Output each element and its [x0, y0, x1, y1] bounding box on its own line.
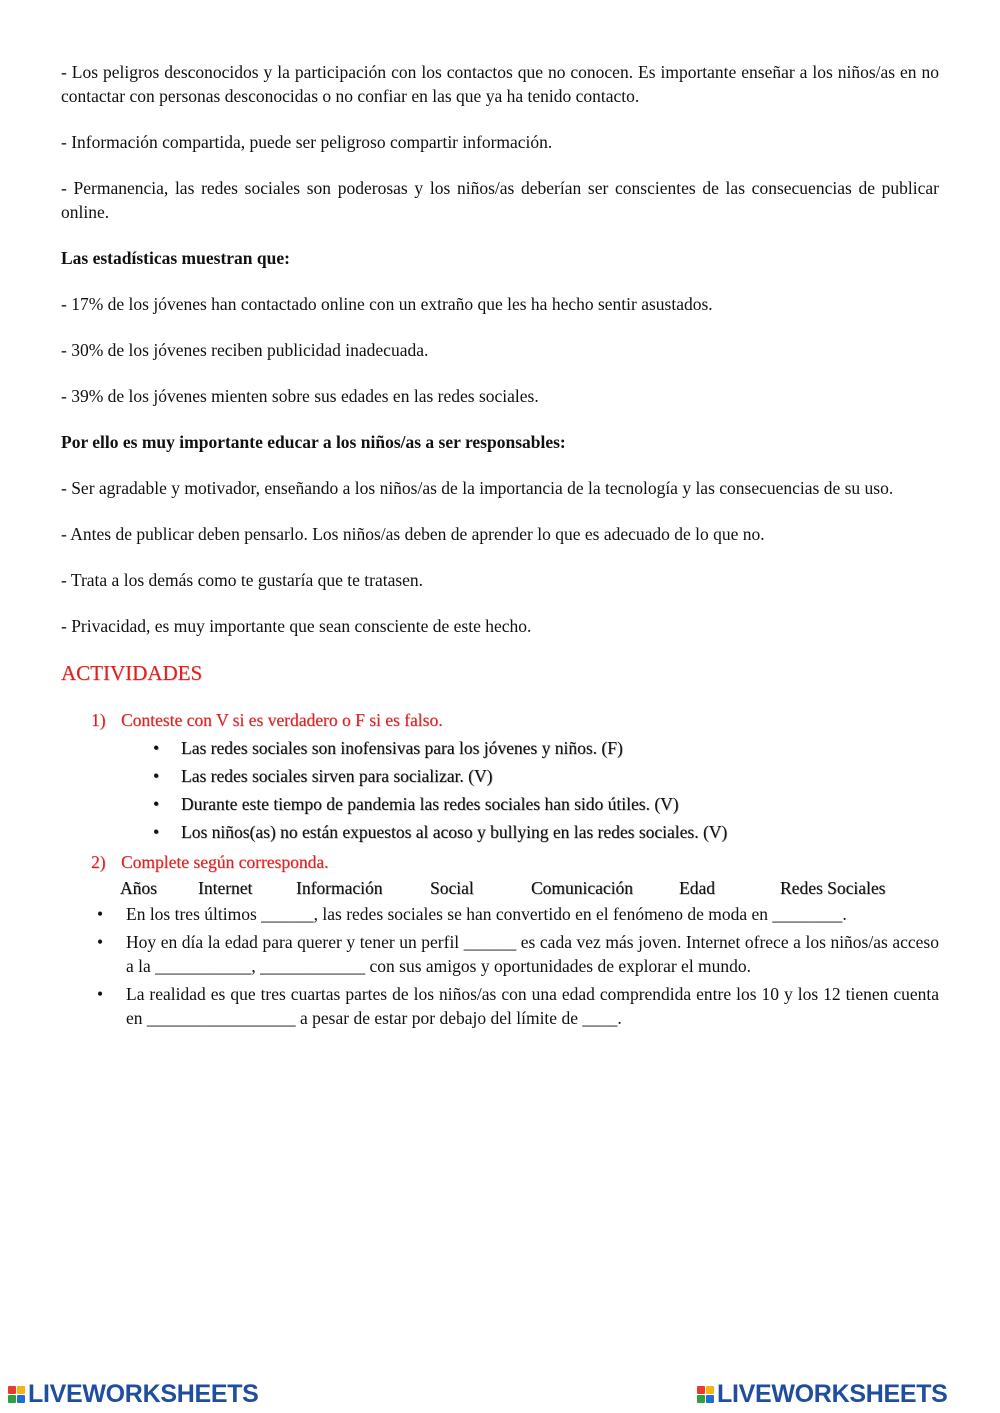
true-false-item[interactable] [153, 736, 939, 764]
question-1-prompt [91, 708, 939, 732]
bullet-icon: • [97, 904, 104, 924]
true-false-statement: Las redes sociales son inofensivas para los jóvenes y niños. (F) [181, 738, 623, 758]
intro-paragraph-1: - Los peligros desconocidos y la participación con los contactos que no conocen. Es importante enseñar a los niños/as en no contactar con personas desconocidas o no confiar en las que ya ha tenido contacto. [61, 62, 939, 106]
intro-paragraph-3: - Permanencia, las redes sociales son poderosas y los niños/as deberían ser conscientes de las consecuencias de publicar online. [61, 178, 939, 222]
logo-square [8, 1395, 16, 1403]
intro-paragraph-2: - Información compartida, puede ser peligroso compartir información. [61, 132, 553, 152]
fill-in-sentence: Hoy en día la edad para querer y tener un perfil ______ es cada vez más joven. Internet ofrece a los niños/as acceso a la ___________, ____________ con sus amigos y oportunidades de explorar el mundo. [126, 932, 939, 976]
bullet-icon: • [153, 738, 160, 758]
true-false-item[interactable] [153, 792, 939, 820]
brand-text: LIVEWORKSHEETS [717, 1380, 948, 1408]
question-1-number: 1) [91, 710, 106, 730]
bullet-icon: • [97, 984, 104, 1004]
worksheet-page [61, 60, 939, 1034]
question-2-prompt [91, 850, 939, 874]
logo-square [706, 1386, 714, 1394]
logo-square [17, 1386, 25, 1394]
question-2-text: Complete según corresponda. [121, 852, 329, 872]
true-false-statement: Los niños(as) no están expuestos al acoso y bullying en las redes sociales. (V) [181, 822, 728, 842]
educate-item-1: - Ser agradable y motivador, enseñando a los niños/as de la importancia de la tecnología y las consecuencias de su uso. [61, 478, 894, 498]
stats-heading: Las estadísticas muestran que: [61, 248, 290, 268]
logo-square [697, 1395, 705, 1403]
word-bank-item[interactable]: Internet [198, 878, 253, 898]
stat-item-2: - 30% de los jóvenes reciben publicidad inadecuada. [61, 340, 429, 360]
brand-text: LIVEWORKSHEETS [28, 1380, 259, 1408]
true-false-statement: Durante este tiempo de pandemia las redes sociales han sido útiles. (V) [181, 794, 679, 814]
bullet-icon: • [153, 766, 160, 786]
fill-in-sentence: En los tres últimos ______, las redes sociales se han convertido en el fenómeno de moda en ________. [126, 904, 847, 924]
word-bank-item[interactable]: Social [430, 878, 474, 898]
educate-item-2: - Antes de publicar deben pensarlo. Los niños/as deben de aprender lo que es adecuado de lo que no. [61, 524, 765, 544]
true-false-list [153, 736, 939, 848]
fill-in-list [61, 902, 939, 1030]
word-bank-item[interactable]: Años [120, 878, 157, 898]
educate-item-4: - Privacidad, es muy importante que sean consciente de este hecho. [61, 616, 532, 636]
word-bank [120, 876, 939, 900]
liveworksheets-logo-left [8, 1381, 259, 1407]
true-false-item[interactable] [153, 764, 939, 792]
word-bank-item[interactable]: Información [296, 878, 383, 898]
logo-square [17, 1395, 25, 1403]
bullet-icon: • [97, 932, 104, 952]
logo-square [697, 1386, 705, 1394]
question-2-number: 2) [91, 852, 106, 872]
bullet-icon: • [153, 822, 160, 842]
liveworksheets-icon [697, 1386, 714, 1403]
fill-in-sentence: La realidad es que tres cuartas partes de los niños/as con una edad comprendida entre los 10 y los 12 tienen cuenta en _________________ a pesar de estar por debajo del límite de ____. [126, 984, 939, 1028]
fill-in-item[interactable] [61, 930, 939, 978]
fill-in-item[interactable] [61, 982, 939, 1030]
word-bank-item[interactable]: Comunicación [531, 878, 634, 898]
word-bank-item[interactable]: Edad [679, 878, 715, 898]
bullet-icon: • [153, 794, 160, 814]
liveworksheets-icon [8, 1386, 25, 1403]
true-false-statement: Las redes sociales sirven para socializar. (V) [181, 766, 493, 786]
question-1-text: Conteste con V si es verdadero o F si es falso. [121, 710, 443, 730]
stat-item-1: - 17% de los jóvenes han contactado online con un extraño que les ha hecho sentir asustados. [61, 294, 713, 314]
logo-square [8, 1386, 16, 1394]
liveworksheets-logo-right [697, 1381, 948, 1407]
stat-item-3: - 39% de los jóvenes mienten sobre sus edades en las redes sociales. [61, 386, 539, 406]
fill-in-item[interactable] [61, 902, 939, 926]
activities-title: ACTIVIDADES [61, 661, 203, 685]
educate-heading: Por ello es muy importante educar a los niños/as a ser responsables: [61, 432, 566, 452]
educate-item-3: - Trata a los demás como te gustaría que te tratasen. [61, 570, 424, 590]
word-bank-item[interactable]: Redes Sociales [780, 878, 886, 898]
true-false-item[interactable] [153, 820, 939, 848]
logo-square [706, 1395, 714, 1403]
